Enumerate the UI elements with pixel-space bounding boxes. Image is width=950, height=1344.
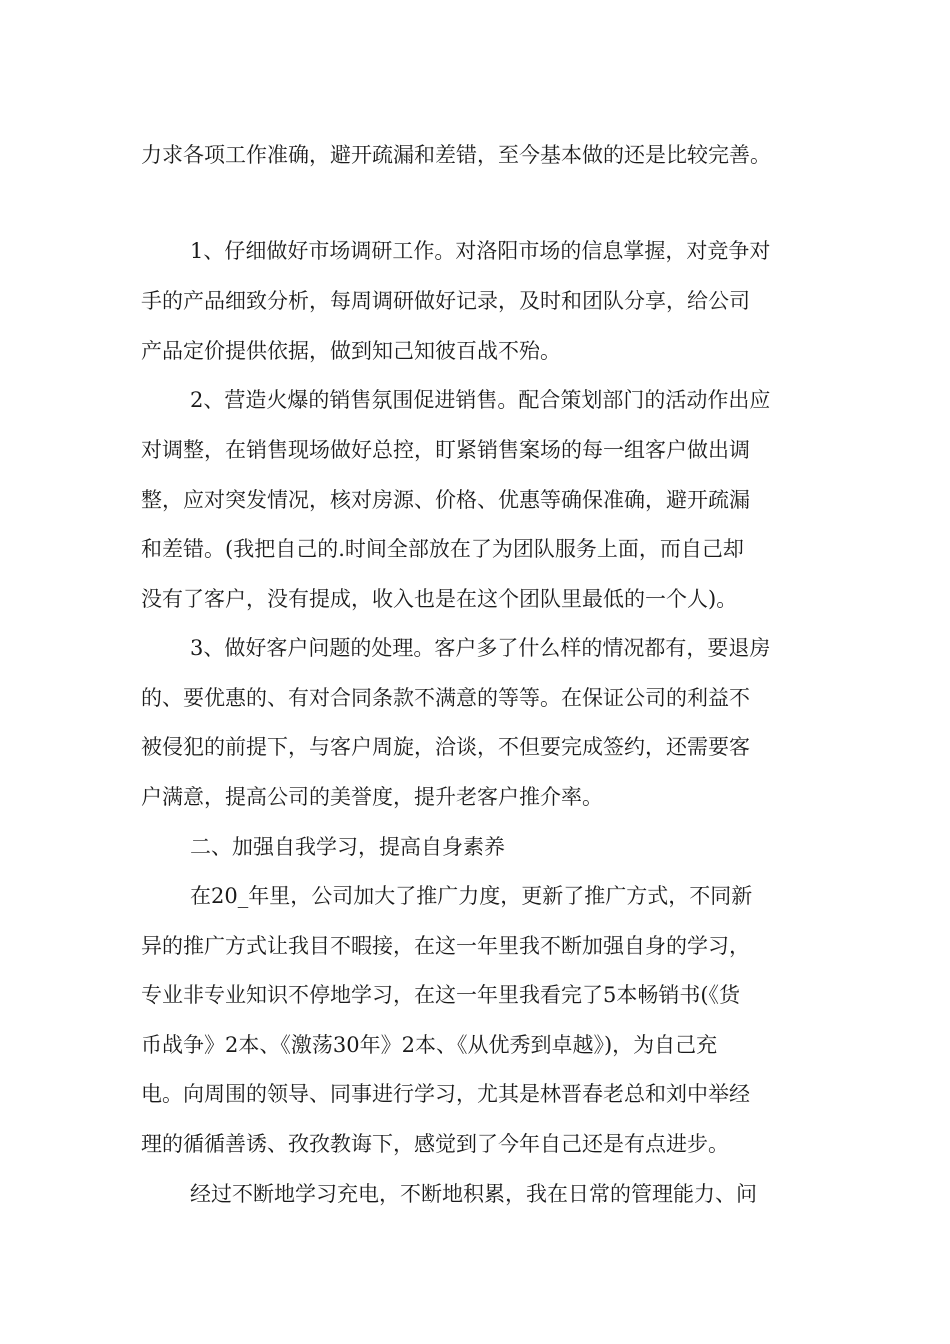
text-line: 专业非专业知识不停地学习，在这一年里我看完了5本畅销书(《货 xyxy=(141,983,741,1007)
text-line: 2、营造火爆的销售氛围促进销售。配合策划部门的活动作出应 xyxy=(190,388,771,412)
section-heading: 二、加强自我学习，提高自身素养 xyxy=(190,835,505,859)
text-line: 1、仔细做好市场调研工作。对洛阳市场的信息掌握，对竞争对 xyxy=(190,239,771,263)
text-line: 整，应对突发情况，核对房源、价格、优惠等确保准确，避开疏漏 xyxy=(141,488,750,512)
text-line: 对调整，在销售现场做好总控，盯紧销售案场的每一组客户做出调 xyxy=(141,438,750,462)
text-line: 的、要优惠的、有对合同条款不满意的等等。在保证公司的利益不 xyxy=(141,686,750,710)
text-line: 在20_年里，公司加大了推广力度，更新了推广方式，不同新 xyxy=(190,884,753,908)
text-line: 异的推广方式让我目不暇接，在这一年里我不断加强自身的学习， xyxy=(141,934,750,958)
text-line: 手的产品细致分析，每周调研做好记录，及时和团队分享，给公司 xyxy=(141,289,750,313)
text-line: 币战争》2本、《激荡30年》2本、《从优秀到卓越》)，为自己充 xyxy=(141,1033,718,1057)
text-line: 和差错。(我把自己的.时间全部放在了为团队服务上面，而自己却 xyxy=(141,537,744,561)
text-line: 3、做好客户问题的处理。客户多了什么样的情况都有，要退房 xyxy=(190,636,771,660)
text-line: 没有了客户，没有提成，收入也是在这个团队里最低的一个人)。 xyxy=(141,587,738,611)
text-line: 理的循循善诱、孜孜教诲下，感觉到了今年自己还是有点进步。 xyxy=(141,1132,729,1156)
text-line: 产品定价提供依据，做到知己知彼百战不殆。 xyxy=(141,339,561,363)
text-line: 户满意，提高公司的美誉度，提升老客户推介率。 xyxy=(141,785,603,809)
text-line: 电。向周围的领导、同事进行学习，尤其是林晋春老总和刘中举经 xyxy=(141,1082,750,1106)
text-line: 力求各项工作准确，避开疏漏和差错，至今基本做的还是比较完善。 xyxy=(141,143,771,167)
text-line: 经过不断地学习充电，不断地积累，我在日常的管理能力、问 xyxy=(190,1182,757,1206)
text-line: 被侵犯的前提下，与客户周旋，洽谈，不但要完成签约，还需要客 xyxy=(141,735,750,759)
